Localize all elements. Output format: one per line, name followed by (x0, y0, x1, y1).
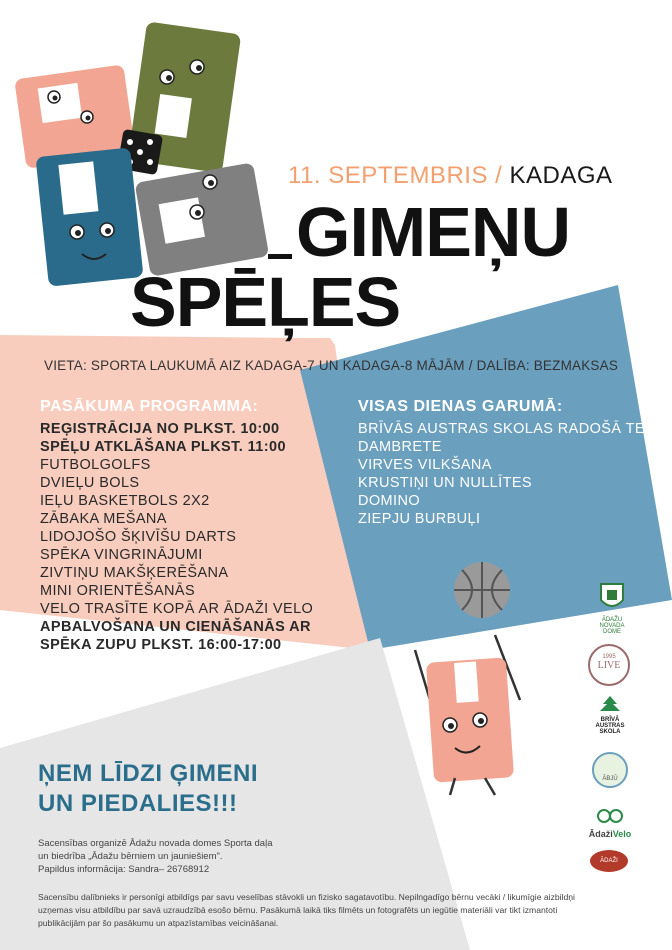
program-item: LIDOJOŠO ŠĶIVĪŠU DARTS (40, 529, 237, 545)
all-day-heading: VISAS DIENAS GARUMĀ: (358, 398, 563, 415)
program-item: SPĒĻU ATKLĀŠANA PLKST. 11:00 (40, 439, 286, 455)
program-item: ZĀBAKA MEŠANA (40, 511, 167, 527)
title-line1: GIMEŅU (296, 193, 570, 271)
all-day-item: KRUSTIŅI UN NULLĪTES (358, 475, 532, 491)
all-day-item: DAMBRETE (358, 439, 442, 455)
bas-tree-icon (597, 694, 623, 712)
all-day-item: DOMINO (358, 493, 421, 509)
organizers-line2: un biedrība „Ādažu bērniem un jauniešiem". (38, 851, 223, 862)
program-item: DVIEĻU BOLS (40, 475, 140, 491)
adazi-coat-of-arms-icon (599, 582, 625, 612)
disclaimer-line3: publikācijām par šo pasākumu un atpazīstamības veicināšanai. (38, 918, 279, 928)
adazi-dome-line1: ĀDAŽU (601, 617, 623, 623)
seal-year: 1995 (602, 654, 616, 660)
slogan-line2: UN PIEDALIES!!! (38, 790, 238, 817)
slogan-line1: ŅEM LĪDZI ĢIMENI (38, 760, 258, 787)
program-item: IEĻU BASKETBOLS 2X2 (40, 493, 210, 509)
seal-logo (588, 644, 630, 686)
badge-text: ĀDAŽI (600, 858, 618, 864)
program-item: VELO TRASĪTE KOPĀ AR ĀDAŽI VELO (40, 601, 314, 617)
program-item: ZIVTIŅU MAKŠĶERĒŠANA (40, 565, 229, 581)
event-date (288, 162, 613, 190)
circle-logo (592, 752, 628, 788)
velo-icon (596, 808, 624, 824)
organizers-line1: Sacensības organizē Ādažu novada domes Sporta daļa (38, 838, 273, 849)
program-item: SPĒKA ZUPU PLKST. 16:00-17:00 (40, 637, 282, 653)
badge-logo (590, 850, 628, 872)
adazi-dome-line2: NOVADA (599, 623, 625, 629)
disclaimer-line1: Sacensību dalībnieks ir personīgi atbildīgs par savu veselības stāvokli un fizisko sagatavotību. Nepilngadīgo bērnu vecāki / likumīgie aizbildņi (38, 892, 575, 902)
basketball-character-illustration (400, 550, 540, 800)
velo-text1: Ādaži (588, 829, 613, 839)
all-day-item: BRĪVĀS AUSTRAS SKOLAS RADOŠĀ TELTS (358, 421, 672, 437)
bas-line2: AUSTRAS (595, 723, 625, 729)
program-heading: PASĀKUMA PROGRAMMA: (40, 398, 259, 415)
date-text: 11. SEPTEMBRIS / (288, 162, 503, 189)
adazi-velo-logo (584, 808, 636, 839)
title-dash (268, 254, 292, 259)
all-day-item: VIRVES VILKŠANA (358, 457, 492, 473)
program-item: APBALVOŠANA UN CIENĀŠANĀS AR (40, 619, 311, 635)
bas-line1: BRĪVĀ (600, 717, 620, 723)
all-day-list (358, 420, 672, 528)
circle-logo-text: ĀBJŪ (602, 776, 618, 782)
seal-text: LIVE (597, 660, 621, 671)
title-line2: SPĒĻES (130, 263, 401, 341)
bas-logo (588, 694, 632, 735)
organizers-line3: Papildus informācija: Sandra– 26768912 (38, 864, 210, 875)
disclaimer-line2: uzņemas visu atbildību par savā uzraudzībā esošo bērnu. Pasākumā laikā tiks filmēts un fotografēts un iegūtie materiāli var tikt izmantoti (38, 905, 558, 915)
program-item: MINI ORIENTĒŠANĀS (40, 583, 196, 599)
location-text: KADAGA (509, 162, 613, 189)
velo-text2: Velo (612, 829, 632, 839)
program-item: FUTBOLGOLFS (40, 457, 151, 473)
program-item: SPĒKA VINGRINĀJUMI (40, 547, 203, 563)
program-item: REĢISTRĀCIJA NO PLKST. 10:00 (40, 421, 280, 437)
adazi-dome-line3: DOME (603, 629, 621, 635)
adazi-dome-logo (592, 582, 632, 635)
all-day-item: ZIEPJU BURBUĻI (358, 511, 481, 527)
venue-line: VIETA: SPORTA LAUKUMĀ AIZ KADAGA-7 UN KADAGA-8 MĀJĀM / DALĪBA: BEZMAKSAS (44, 358, 619, 373)
program-list (40, 420, 313, 654)
bas-line3: SKOLA (599, 729, 621, 735)
